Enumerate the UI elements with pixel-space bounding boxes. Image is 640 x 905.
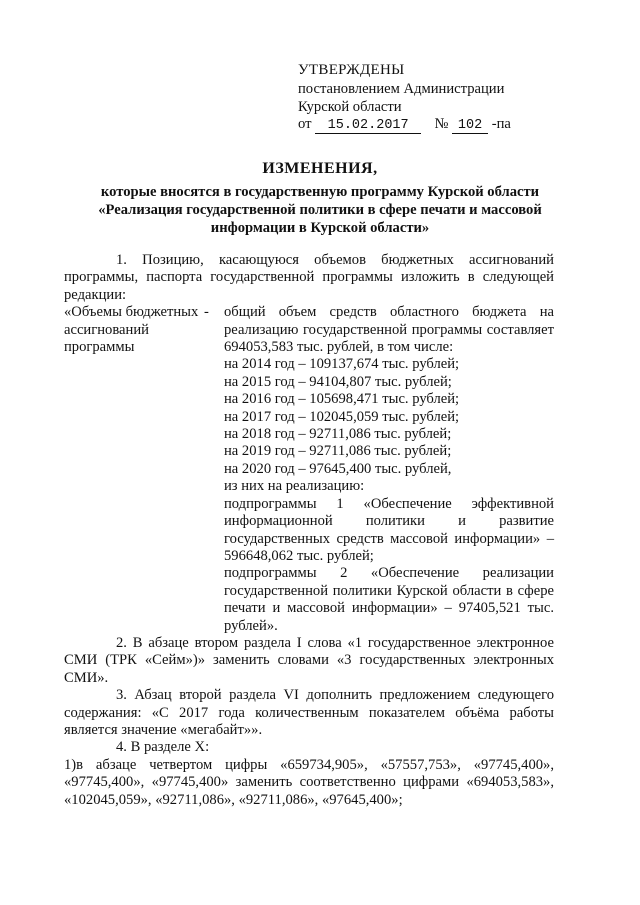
budget-year-2019: на 2019 год – 92711,086 тыс. рублей; xyxy=(224,443,452,460)
approval-title: УТВЕРЖДЕНЫ xyxy=(298,62,405,78)
heading-line-1: которые вносятся в государственную программу Курской области xyxy=(100,184,540,201)
number-suffix: -па xyxy=(491,116,511,133)
document-body xyxy=(64,252,554,809)
date-prefix: от xyxy=(298,116,312,133)
item-1-intro: 1. Позицию, касающуюся объемов бюджетных ассигнований программы, паспорта государственной программы изложить в следующей редакции: xyxy=(64,252,554,303)
budget-total: общий объем средств областного бюджета на реализацию государственной программы составляет 694053,583 тыс. рублей, в том числе: xyxy=(224,304,554,356)
heading-title: ИЗМЕНЕНИЯ, xyxy=(262,160,378,177)
approval-number: 102 xyxy=(452,118,488,134)
item-2: 2. В абзаце втором раздела I слова «1 государственное электронное СМИ (ТРК «Сейм»)» заменить словами «3 государственных электронных СМИ». xyxy=(64,634,554,686)
passport-content xyxy=(224,304,554,635)
passport-row xyxy=(64,304,554,635)
approval-date: 15.02.2017 xyxy=(315,118,421,134)
passport-label: «Объемы бюджетных ассигнований программы xyxy=(64,304,199,356)
number-prefix: № xyxy=(434,116,449,133)
budget-year-2014: на 2014 год – 109137,674 тыс. рублей; xyxy=(224,356,460,373)
budget-year-2016: на 2016 год – 105698,471 тыс. рублей; xyxy=(224,391,460,408)
budget-year-2020: на 2020 год – 97645,400 тыс. рублей, xyxy=(224,460,452,477)
document-heading xyxy=(60,160,580,237)
approval-line-1: постановлением Администрации xyxy=(298,81,505,98)
item-4-title: 4. В разделе X: xyxy=(116,739,210,756)
budget-year-2015: на 2015 год – 94104,807 тыс. рублей; xyxy=(224,373,452,390)
budget-year-2017: на 2017 год – 102045,059 тыс. рублей; xyxy=(224,408,460,425)
approval-date-line xyxy=(298,116,618,134)
passport-dash: - xyxy=(204,304,209,321)
subprogram-2: подпрограммы 2 «Обеспечение реализации государственной политики Курской области в сфере печати и массовой информации» – 97405,521 тыс. рублей». xyxy=(224,565,554,634)
item-4-sub-1: 1)в абзаце четвертом цифры «659734,905», «57557,753», «97745,400», «97745,400», «97745,400» заменить соответственно цифрами «694053,583», «102045,059», «92711,086», «92711,086», «97645,400»; xyxy=(64,756,554,808)
budget-year-2018: на 2018 год – 92711,086 тыс. рублей; xyxy=(224,426,452,443)
approval-line-2: Курской области xyxy=(298,98,402,115)
item-3: 3. Абзац второй раздела VI дополнить предложением следующего содержания: «С 2017 года количественным показателем объёма работы является значение «мегабайт»». xyxy=(64,687,554,738)
approval-block xyxy=(298,62,618,134)
heading-line-3: информации в Курской области» xyxy=(210,220,430,237)
heading-line-2: «Реализация государственной политики в сфере печати и массовой xyxy=(98,202,542,219)
subprogram-1: подпрограммы 1 «Обеспечение эффективной информационной политики и развитие государственных средств массовой информации» – 596648,062 тыс. рублей; xyxy=(224,495,554,564)
budget-of-them: из них на реализацию: xyxy=(224,478,365,495)
